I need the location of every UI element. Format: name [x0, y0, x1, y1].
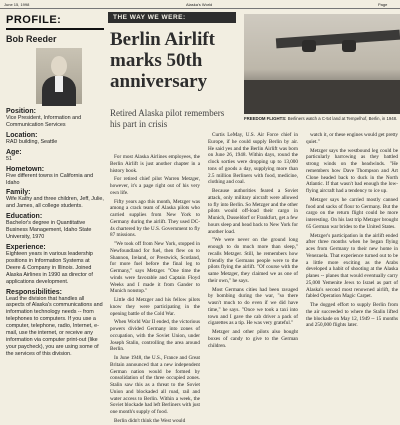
responsibilities-value: Lead the division that handles all aspects of Alaska's communications and information technology needs -- from telephones to computers. If you use a computer, telephone, radio, Internet, e-mail, use the internet, or receive any information via computer print-out (like your paycheck), you are using some of the services of this division. [6, 295, 103, 357]
profile-photo [36, 48, 82, 104]
age-value: 51 [6, 155, 12, 162]
position-value: Vice President, Information and Communication Services [6, 115, 82, 128]
experience-value: Eighteen years in various leadership positions in Information Systems at Deere & Company in Illinois. Joined Alaska Airlines in 1990 as director of applications development. [6, 250, 93, 285]
article-subhead: Retired Alaska pilot remembers his part in crisis [110, 108, 225, 129]
col3-paragraph: Metzger's participation in the airlift ended after three months when he began flying aces from Germany to their new home in Venezuela. That experience turned out to be a little more exciting as the Arabs developed a habit of shooting at the Alaska planes -- planes that would eventually carry 25,000 Yemenite Jews to Israel as part of Alaska's second most renowned airlift, the fabled Operation Magic Carpet. [306, 232, 398, 300]
col1-paragraph: Berlin didn't think the West would [114, 417, 186, 424]
profile-column [6, 14, 104, 400]
family-label: Family: [6, 189, 31, 197]
photo-caption [244, 116, 400, 126]
caption-text: Berliners watch a C-54 land at Tempelhof, Berlin, in 1948. [287, 116, 398, 121]
location-value: RAD building, Seattle [6, 138, 58, 145]
location-label: Location: [6, 131, 38, 139]
article [108, 12, 400, 424]
col3-paragraph: watch it, or these engines would get pretty quiet." [306, 132, 398, 145]
header-publication: Alaska's World [186, 2, 213, 7]
col1-paragraph: In June 1948, the U.S., France and Great Britain announced that a new independent German nation would be formed by consolidation of the three occupied zones. Stalin saw this as a threat to the Soviet Union and blockaded all road, rail and water access to Berlin. Within a week, the Soviet blockade had left Berliners with just one month's supply of food. [110, 355, 200, 415]
col1-paragraph: Little did Metzger and his fellow pilots know they were participating in the opening battle of the Cold War. [110, 297, 200, 317]
profile-title: PROFILE: [6, 14, 62, 26]
col3-paragraph: The dogged effort to supply Berlin from the air succeeded to where the Stalin lifted the blockade on May 12, 1949 -- 15 months and 250,000 flights later. [306, 302, 398, 329]
hometown-label: Hometown: [6, 165, 45, 173]
col1-paragraph: Fifty years ago this month, Metzger was among a crack team of Alaska pilots who carried supplies from New York to Germany during the airlift. They used DC-4s chartered by the U.S. Government to fly 87 missions. [110, 198, 200, 239]
education-label: Education: [6, 213, 43, 221]
col1-paragraph: "We took off from New York, stopped in Newfoundland for fuel, then flew on to Shannon, Ireland, or Prestwick, Scotland, for more fuel before the final leg to Germany," says Metzger. "One time the winds were favorable and Captain Floyd Weeks and I made it from Gander to Munich nonstop." [110, 241, 200, 295]
article-column-3 [306, 132, 398, 400]
profile-name: Bob Reeder [6, 34, 57, 44]
col2-paragraph: Metzger and other pilots also bought boxes of candy to give to the German children. [208, 329, 298, 349]
page-header [0, 0, 400, 9]
col2-paragraph: Because authorities feared a Soviet attack, only military aircraft were allowed to fly into Berlin. So Metzger and the other pilots would off-load their cargo in Munich, Dusseldorf or Frankfurt, get a few hours sleep and head back to New York for another load. [208, 188, 298, 235]
col3-paragraph: Metzger says he carried mostly canned food and sacks of flour to Germany. But the cargo on the return flight could be more interesting. On his last trip Metzger brought 65 German war brides to the United States. [306, 196, 398, 230]
airlift-photo [244, 14, 400, 114]
col1-paragraph: For retired chief pilot Warren Metzger, however, it's a page right out of his very own life. [110, 176, 200, 196]
age-label: Age: [6, 148, 22, 156]
experience-label: Experience: [6, 243, 46, 251]
responsibilities-label: Responsibilities: [6, 288, 63, 296]
hometown-value: Five different towns in California and Idaho [6, 172, 94, 186]
col3-paragraph: Metzger says the westbound leg could be particularly harrowing as they battled strong winds on the headwinds. "He remembers how Dave Thompson and Art Clone headed back to duck in the North Atlantic. If that wasn't bad enough the low-flying aircraft had a tendency to ice up. [306, 147, 398, 194]
position-label: Position: [6, 108, 36, 115]
col1-paragraph: For most Alaska Airlines employees, the Berlin Airlift is just another chapter in a history book. [110, 154, 200, 174]
col2-paragraph: Curtis LeMay, U.S. Air Force chief in Europe, if he could supply Berlin by air. He said yes and the Berlin Airlift was born on June 26, 1948. Within days, round the clock sorties were dropping up to 13,000 tons of goods a day, supplying more than 2.5 million Berliners with food, medicine, clothing and coal. [208, 132, 298, 186]
education-value: Bachelor's degree in Quantitative Business Management, Idaho State University, 1970 [6, 220, 92, 241]
article-column-1 [110, 154, 200, 424]
article-column-2 [208, 132, 298, 400]
header-date: June 15, 1998 [4, 2, 30, 7]
article-banner: THE WAY WE WERE: [108, 12, 236, 23]
header-page: Page [378, 2, 388, 7]
col2-paragraph: Most Germans cities had been ravaged by bombing during the war, "so there wasn't much to do even if we did have time," he says. "Once we took a taxi into town and I gave the cab driver a pack of cigarettes as a tip. He was very grateful." [208, 286, 298, 327]
col2-paragraph: "We were never on the ground long enough to do much more than sleep," recalls Metzger. Still, he remembers how friendly the Germans people were to the pilots flying the airlift. "Of course with the same Metzger, they claimed we as one of their own," he says. [208, 237, 298, 284]
caption-label: FREEDOM FLIGHTS: [244, 116, 287, 121]
article-headline: Berlin Airlift marks 50th anniversary [110, 29, 216, 92]
family-value: Wife Kathy and three children, Jeff, Julie, and James, all college students. [6, 196, 104, 210]
profile-rule [6, 28, 104, 30]
col1-paragraph: When World War II ended, the victorious powers divided Germany into zones of occupation, with the Soviet Union, under Joseph Stalin, controlling the area around Berlin. [110, 319, 200, 353]
